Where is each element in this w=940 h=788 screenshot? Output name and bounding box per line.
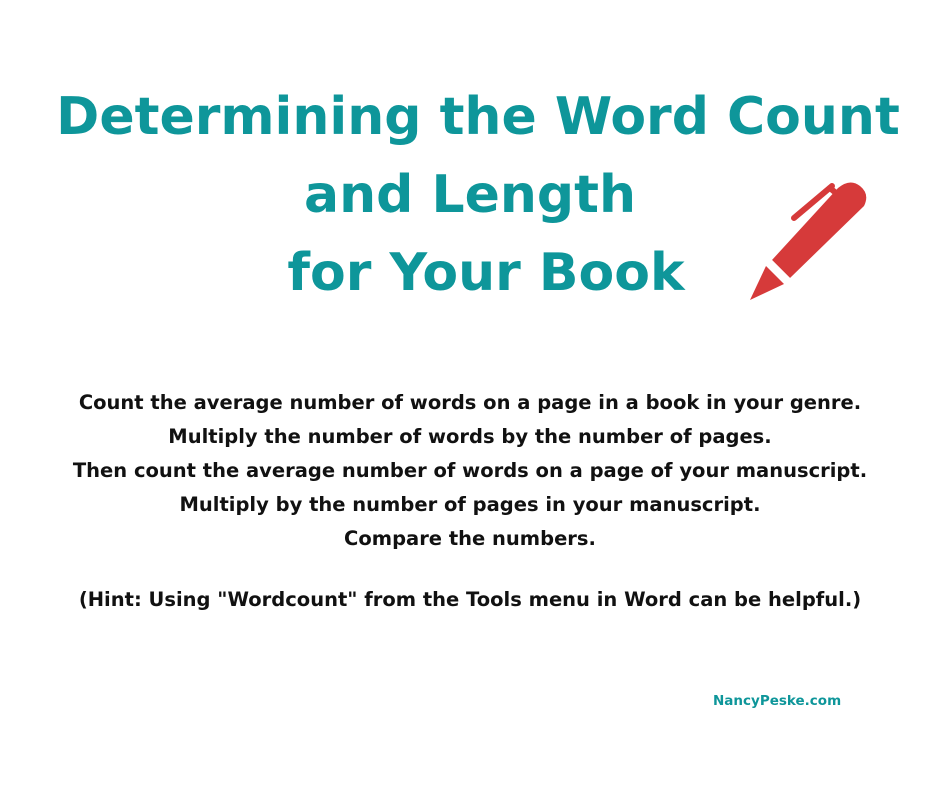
title-line-2: and Length [304,165,636,225]
instruction-line-4: Multiply by the number of pages in your manuscript. [179,493,761,516]
pen-icon [742,176,876,306]
instruction-line-3: Then count the average number of words on a page of your manuscript. [72,459,868,482]
hint-text: (Hint: Using "Wordcount" from the Tools menu in Word can be helpful.) [78,588,862,611]
site-credit: NancyPeske.com [713,693,842,709]
title-line-3: for Your Book [287,243,685,303]
title-line-1: Determining the Word Count [56,87,900,147]
instructions-block [0,386,940,556]
instruction-line-2: Multiply the number of words by the number of pages. [168,425,772,448]
instruction-line-5: Compare the numbers. [344,527,596,550]
instruction-line-1: Count the average number of words on a page in a book in your genre. [78,391,862,414]
